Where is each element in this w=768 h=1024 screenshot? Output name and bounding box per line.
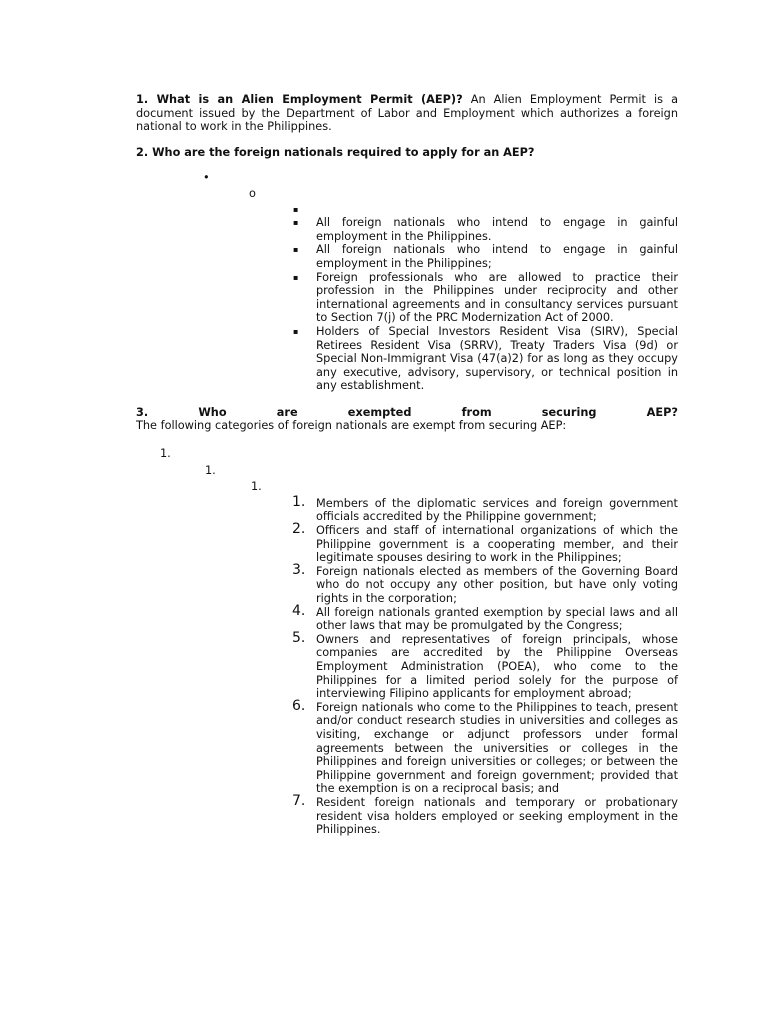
- list-item: 4. All foreign nationals granted exemption by special laws and all other laws that may be promulgated by the Congress;: [292, 602, 678, 633]
- list-item: ▪ All foreign nationals who intend to engage in gainful employment in the Philippines.: [293, 216, 678, 243]
- question-3: [136, 406, 678, 433]
- question-3-heading: 3. Who are exempted from securing AEP?: [136, 405, 678, 419]
- question-1-heading: 1. What is an Alien Employment Permit (AEP)?: [136, 93, 463, 106]
- list-item: 6. Foreign nationals who come to the Philippines to teach, present and/or conduct research studies in universities and colleges as visiting, exchange or adjunct professors under formal agreements between the universities or colleges in the Philippines and foreign universities or colleges; or between the Philippine government and foreign government; provided that the exemption is on a reciprocal basis; and: [292, 697, 678, 796]
- square-bullet-icon: ▪: [293, 326, 299, 336]
- list-level-2: [136, 187, 678, 201]
- question-1-answer: An Alien Employment Permit is a document issued by the Department of Labor and Employment which authorizes a foreign national to work in the Philippines.: [136, 93, 678, 134]
- question-3-intro: The following categories of foreign nationals are exempt from securing AEP:: [136, 419, 567, 433]
- list-level-3: [136, 480, 678, 494]
- list-item: ▪ Foreign professionals who are allowed to practice their profession in the Philippines under reciprocity and other international agreements and in consultancy services pursuant to Section 7(j) of the PRC Modernization Act of 2000.: [293, 270, 678, 325]
- number-marker: 1.: [251, 480, 262, 494]
- list-item: ▪ All foreign nationals who intend to engage in gainful employment in the Philippines;: [293, 243, 678, 270]
- list-item: 7. Resident foreign nationals and temporary or probationary resident visa holders employed or seeking employment in the Philippines.: [292, 792, 678, 837]
- list-level-1: [136, 171, 678, 185]
- list-item: 3. Foreign nationals elected as members of the Governing Board who do not occupy any other position, but have only voting rights in the corporation;: [292, 561, 678, 605]
- exempted-list: [136, 493, 678, 837]
- square-bullet-icon: ▪: [293, 218, 299, 228]
- square-bullet-icon: ▪: [293, 245, 299, 255]
- list-item: 2. Officers and staff of international organizations of which the Philippine government is a cooperating member, and their legitimate spouses desiring to work in the Philippines;: [292, 521, 678, 565]
- number-marker: 1.: [205, 463, 216, 477]
- list-item: 1. Members of the diplomatic services and foreign government officials accredited by the Philippine government;: [292, 493, 678, 524]
- circle-marker: o: [249, 186, 256, 200]
- list-item: 5. Owners and representatives of foreign principals, whose companies are accredited by the Philippine Overseas Employment Administration (POEA), who come to the Philippines for a limited period solely for the purpose of interviewing Filipino applicants for employment abroad;: [292, 629, 678, 701]
- square-bullet-icon: ▪: [293, 204, 299, 214]
- number-marker: 1.: [160, 447, 171, 461]
- list-item: [136, 203, 678, 217]
- list-item: ▪ Holders of Special Investors Resident Visa (SIRV), Special Retirees Resident Visa (SRRV), Treaty Traders Visa (9d) or Special Non-Immigrant Visa (47(a)2) for as long as they occupy any executive, advisory, supervisory, or technical position in any establishment.: [293, 324, 678, 393]
- list-level-1: [136, 447, 678, 461]
- question-2-heading: 2. Who are the foreign nationals required to apply for an AEP?: [136, 145, 535, 159]
- document-page: [136, 93, 678, 837]
- required-list: [136, 203, 678, 393]
- bullet-marker: •: [203, 171, 210, 185]
- question-1: [136, 93, 678, 134]
- square-bullet-icon: ▪: [293, 272, 299, 282]
- list-level-2: [136, 464, 678, 478]
